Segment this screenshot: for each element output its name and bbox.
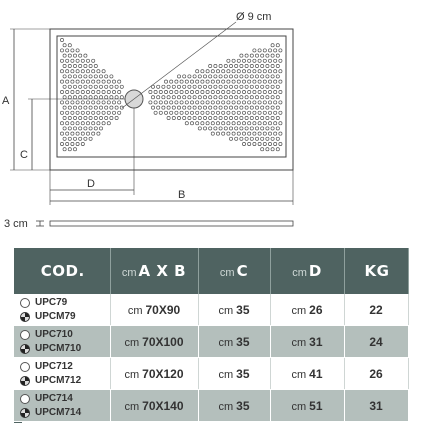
header-kg: KG — [344, 248, 408, 294]
code-cell — [14, 294, 110, 326]
dim-c-label: C — [20, 149, 28, 161]
table-row — [14, 294, 408, 326]
header-c: cm C — [198, 248, 270, 294]
c-cell: cm 35 — [198, 358, 270, 390]
white-finish-icon — [20, 298, 30, 308]
code-white: UPC79 — [35, 296, 68, 308]
header-d: cm D — [270, 248, 344, 294]
code-cell — [14, 358, 110, 390]
c-cell: cm 35 — [198, 326, 270, 358]
mineral-finish-icon — [20, 408, 30, 418]
axb-cell: cm 70X140 — [110, 390, 198, 422]
dim-d-label: D — [87, 178, 95, 190]
dim-a-label: A — [2, 95, 10, 107]
code-white: UPC710 — [35, 328, 73, 340]
axb-cell: cm 70X120 — [110, 358, 198, 390]
d-cell: cm 41 — [270, 358, 344, 390]
d-cell: cm 51 — [270, 390, 344, 422]
white-finish-icon — [20, 362, 30, 372]
header-code: COD. — [14, 248, 110, 294]
c-cell: cm 35 — [198, 294, 270, 326]
white-finish-icon — [20, 394, 30, 404]
drain-diameter-label: Ø 9 cm — [236, 11, 272, 23]
axb-cell: cm 70X100 — [110, 326, 198, 358]
mineral-finish-icon — [20, 312, 30, 322]
white-finish-icon — [20, 330, 30, 340]
code-mineral: UPCM79 — [35, 310, 76, 322]
axb-cell: cm 70X90 — [110, 294, 198, 326]
header-axb: cm A X B — [110, 248, 198, 294]
code-mineral: UPCM710 — [35, 342, 82, 354]
d-cell: cm 26 — [270, 294, 344, 326]
code-white: UPC714 — [35, 392, 73, 404]
code-cell — [14, 390, 110, 422]
kg-cell: 22 — [344, 294, 408, 326]
table-row — [14, 358, 408, 390]
code-mineral: UPCM712 — [35, 374, 82, 386]
d-cell: cm 31 — [270, 326, 344, 358]
mineral-finish-icon — [20, 376, 30, 386]
kg-cell: 24 — [344, 326, 408, 358]
table-row — [14, 326, 408, 358]
mineral-finish-icon — [20, 344, 30, 354]
code-white: UPC712 — [35, 360, 73, 372]
kg-cell: 31 — [344, 390, 408, 422]
table-row — [14, 390, 408, 422]
spec-table-header — [14, 248, 408, 294]
code-mineral: UPCM714 — [35, 406, 82, 418]
tray-side-profile — [50, 221, 293, 226]
kg-cell: 26 — [344, 358, 408, 390]
thickness-label: 3 cm — [4, 218, 28, 230]
dim-b-label: B — [178, 189, 186, 201]
spec-table — [14, 248, 409, 422]
c-cell: cm 35 — [198, 390, 270, 422]
tray-outline — [50, 29, 293, 170]
code-cell — [14, 326, 110, 358]
